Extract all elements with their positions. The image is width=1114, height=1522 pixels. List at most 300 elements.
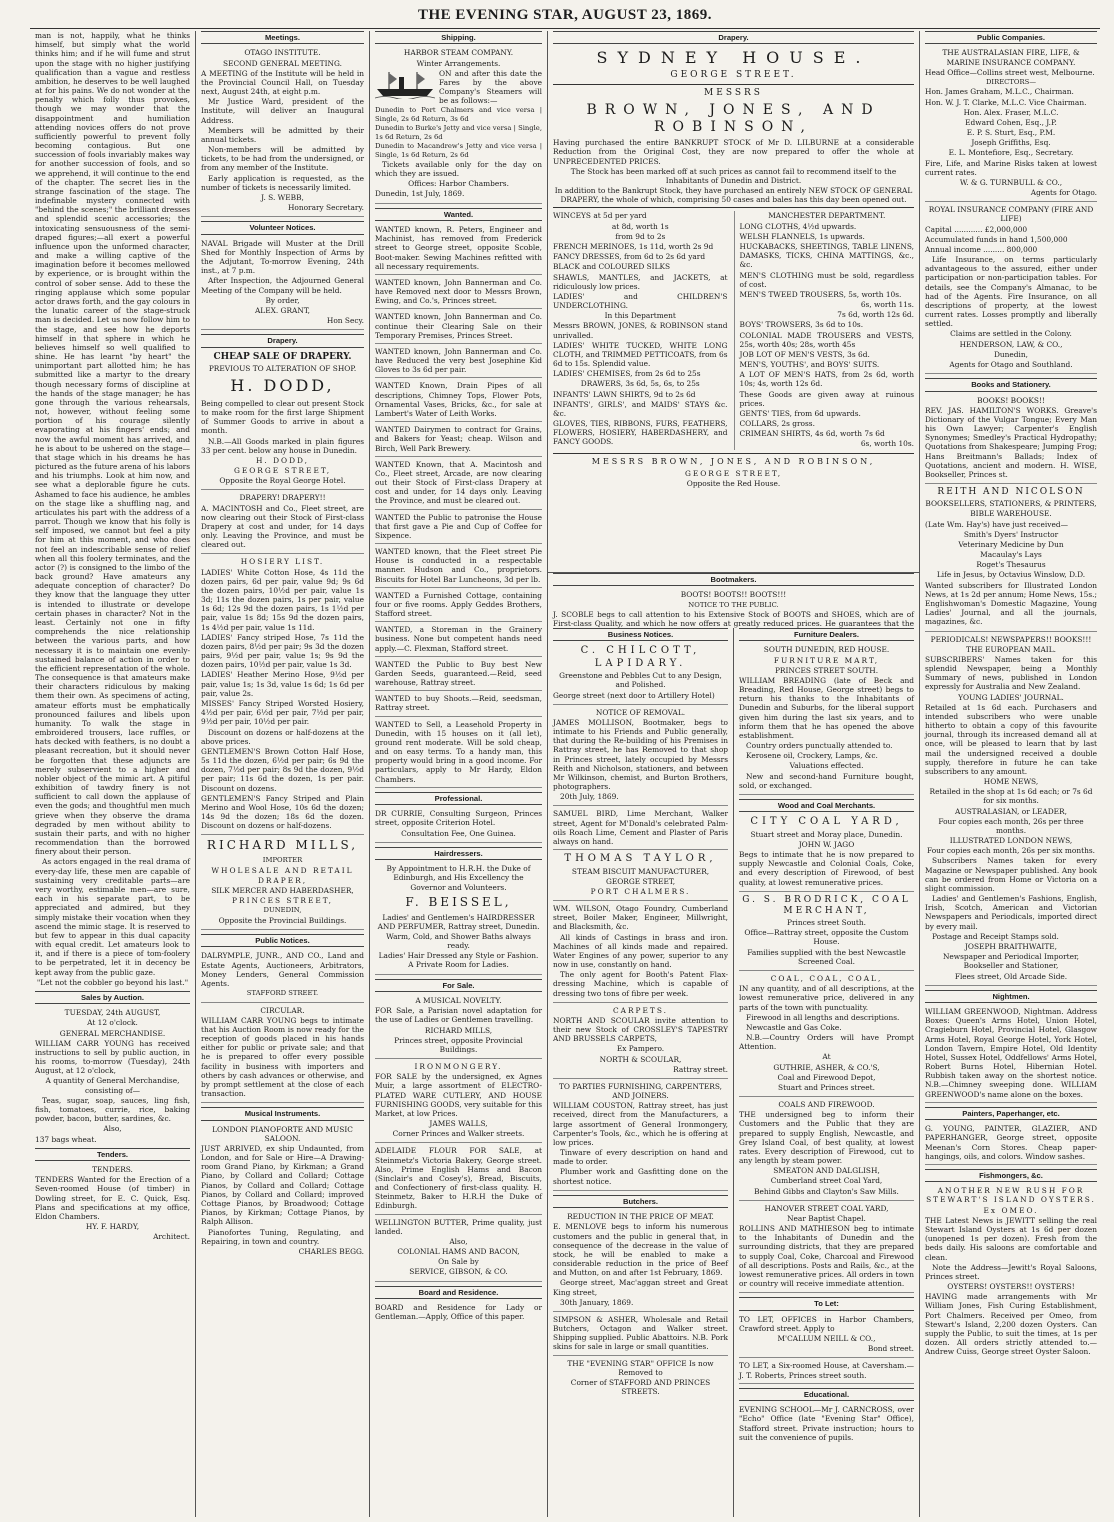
price-item: BOYS' TROWSERS, 3s 6d to 10s. <box>739 320 864 330</box>
auction-title: GENERAL MERCHANDISE. <box>59 1028 166 1038</box>
masthead: THE EVENING STAR, AUGUST 23, 1869. <box>30 6 1100 29</box>
price-item: MEN'S TWEED TROUSERS, 5s, worth 10s. <box>739 289 902 299</box>
advert-royal-insurance <box>925 205 1097 374</box>
advert-text: N.B.—Country Orders will have Prompt Attention. <box>739 1033 914 1052</box>
advert-text: THE "EVENING STAR" OFFICE Is now Removed to <box>567 1358 714 1377</box>
advert-text: Newcastle and Gas Coke. <box>746 1022 842 1032</box>
advert-signature: RICHARD MILLS, <box>424 1025 493 1035</box>
advert-text: Opposite the Provincial Buildings. <box>218 915 347 925</box>
section-heading-nightmen: Nightmen. <box>925 990 1097 1003</box>
advert-text: JUST ARRIVED, ex ship Undaunted, from London, and for Sale or Hire—A Drawing-room Grand Piano, by Kirkman; a Grand Piano, by Collard and Collard; Cottage Pianos, by Collard and Collard; Cottage Pianos, by Collard and Collard; improved Cottage Pianos, by Broadwood; Cottage Pianos, by Kirkman; Cottage Pianos, by Ralph Allison. <box>201 1143 364 1227</box>
advert-subtitle: Winter Arrangements. <box>416 58 501 68</box>
auction-date: TUESDAY, 24th AUGUST, <box>64 1008 161 1018</box>
section-heading-furniture: Furniture Dealers. <box>739 628 914 641</box>
advert-subtitle: HOME NEWS, <box>983 777 1039 787</box>
advert-text: WILLIAM BREADING (late of Beck and Breading, Red House, George street) begs to return his thanks to the Inhabitants of Dunedin and Suburbs, for the liberal support given him during the last six years, and to inform them that he has opened the above establishment. <box>739 675 914 740</box>
advert-text: WILLIAM CARR YOUNG begs to intimate that his Auction Room is now ready for the reception of goods placed in his hands either for public or private sale; and that he is prepared to offer every possible facility in business with importers and others by cash advances or otherwise, and by prompt settlement at the close of each transaction. <box>201 1015 364 1099</box>
director-item: Hon. Alex. Fraser, M.L.C. <box>963 107 1059 117</box>
advert-text: GEORGE STREET, <box>233 466 332 476</box>
price-item: MEN'S CLOTHING must be sold, regardless of cost. <box>739 270 914 289</box>
advert-text: Retailed in the shop at 1s 6d each; or 7s 6d for six months. <box>929 787 1093 806</box>
advert-text: PRINCES STREET, <box>232 896 333 906</box>
auction-text: Teas, sugar, soap, sauces, ling fish, fish, tomatoes, currie, rice, baking powder, bacon, butter, sardines, &c. <box>35 1095 190 1124</box>
advert-text: Retailed at 1s 6d each. Purchasers and intended subscribers who were unable hitherto to obtain a copy of this favourite journal, through its increased demand all at once, will be pleased to learn that by last mail the undersigned received a double supply, therefore in future he can take subscribers to any amount. <box>925 702 1097 776</box>
advert-text: ON and after this date the Fares by the above Company's Steamers will be as follows:— <box>439 68 542 106</box>
advert-text: ROLLINS AND MATHIESON beg to intimate to the Inhabitants of Dunedin and the surrounding districts, that they are prepared to supply Coal, Coke, Charcoal and Firewood of all descriptions. Posts and Rails, &c., at the lowest remunerative prices. All orders in town or country will receive immediate attention. <box>739 1224 914 1289</box>
price-item: SHAWLS, MANTLES, and JACKETS, at ridiculously low prices. <box>553 272 728 291</box>
advert-title: TO PARTIES FURNISHING, CARPENTERS, AND JOINERS. <box>558 1081 723 1101</box>
advert-title: CIRCULAR. <box>260 1005 305 1015</box>
advert-musical-novelty <box>375 996 542 1059</box>
advert-text: Princes street South. <box>787 918 866 928</box>
advert-title: PERIODICALS! NEWSPAPERS!! BOOKS!!! <box>930 634 1092 644</box>
wanted-ad: WANTED, a Storeman in the Grainery business. None but competent hands need apply.—C. Flexman, Stafford street. <box>375 625 542 657</box>
advert-text: Tinware of every description on hand and made to order. <box>553 1148 728 1167</box>
advert-text: Princes street, opposite Provincial Buildings. <box>394 1035 523 1054</box>
advert-name: G. S. BRODRICK, COAL MERCHANT, <box>742 894 911 916</box>
advert-text: GEORGE STREET, <box>605 876 676 886</box>
advert-text: IN any quantity, and of all descriptions, at the lowest remunerative price, delivered in any parts of the town with punctuality. <box>739 984 914 1012</box>
advert-text: Valuations effected. <box>789 761 864 771</box>
section-heading-for-sale: For Sale. <box>375 979 542 992</box>
column-3 <box>370 31 548 1517</box>
advert-text: IMPORTER <box>262 856 303 865</box>
boots-subtitle: NOTICE TO THE PUBLIC. <box>688 600 779 609</box>
advert-text: NORTH AND SCOULAR invite attention to their new Stock of CROSSLEY'S TAPESTRY AND BRUSSELS CARPETS, <box>553 1015 728 1044</box>
section-heading-meetings: Meetings. <box>201 31 364 44</box>
advert-pianoforte <box>201 1125 364 1256</box>
section-heading-painters: Painters, Paperhanger, etc. <box>925 1107 1097 1120</box>
fare-row: Dunedin to Macandrew's Jetty and vice versa | Single, 1s 6d Return, 2s 6d <box>375 142 542 159</box>
advert-subtitle: THE EUROPEAN MAIL. <box>966 644 1056 654</box>
price-item: WINCEYS at 5d per yard <box>553 211 647 221</box>
advert-text: Ladies' Hair Dressed any Style or Fashion. A Private Room for Ladies. <box>378 951 539 970</box>
drapery-intro: The Stock has been marked off at such prices as cannot fail to recommend itself to the Inhabitants of Dunedin and District. <box>570 166 897 185</box>
section-heading-educational: Educational. <box>739 1388 914 1401</box>
advert-street: GEORGE STREET. <box>670 70 797 81</box>
advert-title: CARPETS. <box>612 1005 668 1015</box>
advert-text: Corner Princes and Walker streets. <box>392 1129 525 1139</box>
advert-text: All kinds of Castings in brass and iron. Machines of all kinds made and repaired. Water Engines of any power, superior to any now in use, constantly on hand. <box>553 932 728 970</box>
advert-signature: W. & G. TURNBULL & CO., <box>959 177 1063 187</box>
book-item: Roget's Thesaurus <box>976 560 1046 570</box>
hosiery-item: LADIES' Fancy striped Hose, 7s 11d the dozen pairs, 8½d per pair; 9s 3d the dozen pairs, 9½d per pair, value 1s; 9s 9d the dozen pairs, 10½d per pair, value 1s 3d. <box>201 632 364 670</box>
boots-text: J. SCOBLE begs to call attention to his Extensive Stock of BOOTS and SHOES, which are of First-class Quality, and which he now offers at greatly reduced prices. He guarantees that the <box>553 610 914 628</box>
price-item: LADIES' CHEMISES, from 2s 6d to 25s <box>553 369 701 379</box>
article-paragraph: man is not, happily, what he thinks himself, but simply what the world thinks him; and if he will fume and strut upon the stage with no higher justifying qualification than a vague and restless ambition, he deserves to be well laughed at for his pains. We do not wonder at the penalty which folly thus provokes, though we may wonder that the disappointment and humiliation attending novices offers do not prove sufficiently powerful to prevent folly becoming contagious. But one succession of fools invariably makes way for another succession of fools, and so we apprehend, it will continue to the end of the chapter. The secret lies in the strange fascination of the stage. The indefinable mystery connected with "behind the scenes;" the brilliant dresses and splendid scenic accessories; the intoxicating sensuousness of the semi-draped figures;—all exert a powerful influence upon the unformed character, and make a willing captive of the imagination before it becomes mellowed by experience, or is brought within the control of sober sense. Add to these the ringing applause which some popular actor draws forth, and the gay colours in the lunatic career of the stage-struck man is decided. Let us now follow him to the stage, and see how he deports himself in that sphere in which he believes himself so well qualified to shine. He has learnt "by heart" the unimportant part allotted him; he has submitted like a martyr to the dreary though necessary forms of discipline at the hands of the stage manager; he has gone through the various rehearsals, not, however, without feeling some portion of his courage silently evaporating at his fingers' ends; and now the awful moment has arrived, and he is about to be ushered on the stage—that stage which in his dreams he has pictured as the future arena of his labors and his triumphs. Look at him now, and see what a deplorable figure he cuts. Ashamed to face his audience, he ambles on the stage like a shuffling nag, and articulates his part with the address of a parrot. Though we know that his folly is self imposed, we cannot but feel a pity for him at this moment, and who does not feel an indescribable sense of relief when all this foolery terminates, and the actor (?) is consigned to the limbo of the back ground? Have amateurs any adequate conception of character? Do they know that the language they utter is intended to illustrate or develope certain phases in character? Not in the least. Certainly not one in fifty comprehends the nice relationship between the various parts, and how necessary it is to maintain one evenly-sustained balance of action in order to the efficient representation of the whole. The consequence is that amateurs make their characters ridiculous by making them their own. As specimens of acting, amateur efforts must be emphatically pronounced failures and libels upon humanity. To walk the stage in embroidered trousers, lace ruffles, or hats decked with feathers, is no doubt a pleasant recreation, but it should never be forgotten that these adjuncts are merely subservient to a higher and nobler object of the mimic art. A pitiful exhibition of tawdry finery is not sufficient to call down the applause of even the gods; and thoughtful men much grieve when they observe the drama degraded by men without ability to sustain their parts, and with no higher recommendation than the borrowed finery about their person. <box>35 31 190 857</box>
section-heading-drapery-wide: Drapery. <box>553 31 914 44</box>
advert-text: WHOLESALE AND RETAIL <box>211 865 354 875</box>
advert-text: Consultation Fee, One Guinea. <box>401 828 516 838</box>
advert-wilson-foundry <box>553 904 728 1003</box>
section-heading-volunteer: Volunteer Notices. <box>201 221 364 234</box>
price-item: at 8d, worth 1s <box>611 221 669 231</box>
advert-text: Near Baptist Chapel. <box>787 1213 866 1223</box>
tenders-text: TENDERS Wanted for the Erection of a Seven-roomed House (of timber) in Dowling street, for E. C. Quick, Esq. Plans and specifications at my office, Eldon Chambers. <box>35 1175 190 1221</box>
advert-text: Firewood in all lengths and descriptions. <box>746 1012 900 1022</box>
auction-text: 137 bags wheat. <box>35 1134 97 1144</box>
advert-macintosh <box>201 493 364 554</box>
wanted-ad: WANTED known, R. Peters, Engineer and Machinist, has removed from Frederick street to George street, opposite Scoble, Boot-maker. Sewing Machines refitted with all necessary requirements. <box>375 225 542 275</box>
drapery-footer: GEORGE STREET, <box>684 468 783 478</box>
director-item: Edward Cohen, Esq., J.P. <box>965 117 1057 127</box>
advert-chilcott <box>553 645 728 704</box>
wanted-ad: WANTED to Sell, a Leasehold Property in Dunedin, with 15 houses on it (all let), ground rent moderate. Will be sold cheap, and on easy terms. To a handy man, this property would bring in a good income. For particulars, apply to Mr Hardy, Eldon Chambers. <box>375 720 542 788</box>
fare-row: Dunedin to Port Chalmers and vice versa | Single, 2s 6d Return, 3s 6d <box>375 106 542 123</box>
hosiery-item: GENTLEMEN'S Brown Cotton Half Hose, 5s 11d the dozen, 6½d per pair; 6s 9d the dozen, 7½d per pair; 8s 9d the dozen, 9½d per pair; 11s 6d the dozen, 1s per pair. Discount on dozens. <box>201 746 364 793</box>
drapery-column <box>548 31 920 627</box>
book-item: Veterinary Medicine by Dun <box>958 539 1064 549</box>
price-item: Messrs BROWN, JONES, & ROBINSON stand unrivalled. <box>553 321 728 340</box>
advert-adelaide-flour: ADELAIDE FLOUR FOR SALE, at Steinmetz's Victoria Bakery, George street. Also, Prime English Hams and Bacon (Sinclair's and Cosey's), Bread, Biscuits, and Confectionery of first-class quality. H. Steinmetz, Baker to H.R.H the Duke of Edinburgh. <box>375 1146 542 1214</box>
advert-text: BOOKSELLERS, STATIONERS, & PRINTERS, <box>925 499 1097 509</box>
section-heading-drapery: Drapery. <box>201 334 364 347</box>
price-item: COLONIAL MADE TROUSERS and VESTS, 25s, worth 40s; 28s, worth 45s <box>739 330 914 349</box>
advert-title: OTAGO INSTITUTE. <box>244 48 321 58</box>
section-heading-hairdressers: Hairdressers. <box>375 847 542 860</box>
wanted-ad: WANTED the Public to Buy best New Garden Seeds, guaranteed.—Reid, seed warehouse, Rattray street. <box>375 660 542 692</box>
advert-australasian-insurance <box>925 48 1097 202</box>
advert-text: Cumberland street Coal Yard, <box>770 1176 883 1186</box>
advert-text: Wanted subscribers for Illustrated London News, at 1s 2d per annum; Home News, 15s.; Englishwoman's Domestic Magazine, Young Ladies' Journal, and all the journals, magazines, &c. <box>925 580 1097 627</box>
article-paragraph: As actors engaged in the real drama of every-day life, these men are capable of sustaining very creditable parts—are very worthy, estimable men—are sure, each in his separate part, to be appreciated and admired, but they simply mistake their vocation when they ascend the mimic stage. It is reserved to but few to appear in this dual capacity with equal credit. Let amateurs look to it, and if there is a piece of tom-foolery to be perpetrated, let it in decency be kept away from the public gaze. <box>35 857 190 977</box>
book-item: Life in Jesus, by Octavius Winslow, D.D. <box>936 570 1086 580</box>
advert-text: Newspaper and Periodical Importer, Bookseller and Stationer, <box>942 952 1080 971</box>
advert-text: Stuart street and Moray place, Dunedin. <box>750 829 903 839</box>
advert-text: SILK MERCER AND HABERDASHER, <box>211 886 354 896</box>
advert-text: Country orders punctually attended to. <box>746 741 893 751</box>
price-item: INFANTS', GIRLS', and MAIDS' STAYS &c. &c. <box>553 399 728 418</box>
advert-name: F. BEISSEL, <box>405 894 512 909</box>
section-heading-tenders: Tenders. <box>35 1148 190 1161</box>
advert-signature: SERVICE, GIBSON, & CO. <box>409 1267 508 1277</box>
advert-signature: J. S. WEBB, <box>261 192 304 202</box>
drapery-footer: Opposite the Red House. <box>686 478 781 488</box>
price-item: from 9d to 2s <box>615 231 666 241</box>
advert-title: NOTICE OF REMOVAL. <box>595 707 686 717</box>
wanted-ad: WANTED Known, that A. Macintosh and Co., Fleet street, Arcade, are now clearing out their Stock of First-class Drapery at cost and under, for 14 days only. Leaving the Province, and must be cleared out. <box>375 460 542 510</box>
section-heading-butchers: Butchers. <box>553 1195 728 1208</box>
price-item: MEN'S, YOUTHS', and BOYS' SUITS. <box>739 360 880 370</box>
advert-text: Subscribers Names taken for every Magazine or Newspaper published. Any book can be ordered from Home or Victoria on a slight commission. <box>925 856 1097 893</box>
section-heading-wanted: Wanted. <box>375 208 542 221</box>
advert-title: OYSTERS! OYSTERS!! OYSTERS! <box>947 1282 1075 1292</box>
tenders-signature: HY. F. HARDY, <box>85 1222 140 1232</box>
price-item: FRENCH MERINOES, 1s 11d, worth 2s 9d <box>553 241 714 251</box>
advert-text: Agents for Otago. <box>1030 188 1097 198</box>
advert-text: BIBLE WAREHOUSE. <box>970 509 1052 519</box>
advert-text: NAVAL Brigade will Muster at the Drill Shed for Monthly Inspection of Arms by the Adjutant, To-morrow Evening, 24th inst., at 7 p.m. <box>201 238 364 276</box>
advert-signature: ALEX. GRANT, <box>254 305 311 315</box>
price-item: JOB LOT OF MEN'S VESTS, 3s 6d. <box>739 349 870 359</box>
advert-text: Four copies each month, 26s per six months. <box>927 846 1095 856</box>
price-item: DRAWERS, 3s 6d, 5s, 6s, to 25s <box>580 379 700 389</box>
advert-text: Pianofortes Tuning, Regulating, and Repairing, in town and country. <box>201 1227 364 1246</box>
price-item: 6s, worth 11s. <box>860 300 914 310</box>
price-item: 6s, worth 10s. <box>860 439 914 449</box>
advert-dodd <box>201 352 364 491</box>
advert-text: Non-members will be admitted by tickets, to be had from the undersigned, or from any member of the Institute. <box>201 145 364 173</box>
advert-text: 30th January, 1869. <box>560 1297 634 1307</box>
section-heading-musical: Musical Instruments. <box>201 1107 364 1120</box>
price-item: COLLARS, 2s gross. <box>739 419 815 429</box>
advert-name: REITH AND NICOLSON <box>937 487 1085 498</box>
advert-text: Mr Justice Ward, president of the Institute, will deliver an Inaugural Address. <box>201 97 364 125</box>
advert-text: THE Latest News is JEWITT selling the real Stewart Island Oysters at 1s 6d per dozen (unopened 1s per dozen). Fresh from the beds daily. His saloons are comfortable and clean. <box>925 1215 1097 1262</box>
advert-text: Being compelled to clear out present Stock to make room for the first large Shipment of Summer Goods to arrive in about a month. <box>201 398 364 436</box>
boots-title: BOOTS! BOOTS!! BOOTS!!! <box>680 590 787 600</box>
advert-text: Tickets available only for the day on which they are issued. <box>375 159 542 179</box>
section-heading-public-companies: Public Companies. <box>925 31 1097 44</box>
wanted-ad: WANTED the Public to patronise the House that first gave a Pie and Cup of Coffee for Sixpence. <box>375 513 542 545</box>
director-item: Joseph Griffiths, Esq. <box>971 138 1051 148</box>
director-item: E. P. S. Sturt, Esq., P.M. <box>966 128 1056 138</box>
wanted-ad: WANTED known, John Bannerman and Co. continue their Clearing Sale on their Temporary Premises, Princes Street. <box>375 312 542 344</box>
divider <box>553 84 914 85</box>
advert-text: STAFFORD STREET. <box>246 989 319 998</box>
wanted-ad: WANTED known, that the Fleet street Pie House is conducted in a respectable manner. Hudson and Co., proprietors. Biscuits for Hotel Bar Luncheons, 3d per lb. <box>375 547 542 588</box>
advert-name: THOMAS TAYLOR, <box>564 853 717 865</box>
advert-text: DRAPER, <box>257 875 308 885</box>
advert-name: H. DODD, <box>230 376 335 396</box>
firm-name: BROWN, JONES, AND ROBINSON, <box>586 101 881 135</box>
advert-text: George street (next door to Artillery Hotel) <box>553 690 715 700</box>
advert-text: Stuart and Princes street. <box>778 1082 875 1092</box>
advert-text: Note the Address—Jewitt's Royal Saloons, Princes street. <box>925 1262 1097 1281</box>
advert-reith-nicolson <box>925 487 1097 631</box>
advert-signature: NORTH & SCOULAR, <box>599 1054 682 1064</box>
advert-text: Also, <box>449 1236 468 1246</box>
advert-title: REDUCTION IN THE PRICE OF MEAT. <box>567 1212 714 1222</box>
advert-text: HAVING made arrangements with Mr William Jones, Fish Curing Establishment, Port Chalmers. Received per Omeo, from Stewart's Island, 2,200 dozen Oysters. Can supply the Public, to suit the times, at 1s per dozen. All orders strictly attended to.—Andrew Cuiss, George street Oyster Saloon. <box>925 1292 1097 1357</box>
advert-samuel-bird: SAMUEL BIRD, Lime Merchant, Walker street, Agent for M'Donald's celebrated Palm-oils Roach Lime, Cement and Plaster of Paris always on hand. <box>553 809 728 850</box>
advert-text: Agents for Otago and Southland. <box>949 359 1073 369</box>
column-4 <box>548 628 734 1517</box>
drapery-intro: In addition to the Bankrupt Stock, they have purchased an entirely NEW STOCK OF GENERAL DRAPERY, the whole of which, comprising 50 cases and bales has this day been opened out. <box>554 186 913 205</box>
advert-signature: SMEATON AND DALGLISH, <box>773 1166 880 1176</box>
advert-text: Begs to intimate that he is now prepared to supply Newcastle and Colonial Coals, Coke, and every description of Firewood, of best quality, at lowest remunerative prices. <box>739 850 914 887</box>
divider <box>553 207 914 208</box>
advert-text: DIRECTORS— <box>985 77 1037 86</box>
advert-signature: JOSEPH BRAITHWAITE, <box>964 942 1058 951</box>
advert-board: BOARD and Residence for Lady or Gentleman.—Apply, Office of this paper. <box>375 1303 542 1322</box>
advert-name: C. CHILCOTT, LAPIDARY. <box>580 645 701 669</box>
advert-title: BOOKS! BOOKS!! <box>977 395 1045 405</box>
advert-title: A MUSICAL NOVELTY. <box>415 995 502 1005</box>
drapery-price-list <box>553 211 914 449</box>
advert-circular <box>201 1006 364 1104</box>
advert-hanover-coal-yard <box>739 1204 914 1294</box>
section-heading-bootmakers: Bootmakers. <box>553 573 914 586</box>
advert-text: By order, <box>265 295 300 305</box>
price-item: FANCY DRESSES, from 6d to 2s 6d yard <box>553 252 706 262</box>
advert-oysters <box>925 1186 1097 1356</box>
fare-row: Dunedin to Burke's Jetty and vice versa | Single, 1s 6d Return, 2s 6d <box>375 124 542 141</box>
advert-title: ROYAL INSURANCE COMPANY (FIRE AND LIFE) <box>928 205 1094 224</box>
advert-title: HOSIERY LIST. <box>240 557 325 567</box>
price-item: MANCHESTER DEPARTMENT. <box>768 211 886 221</box>
advert-text: DALRYMPLE, JUNR., AND CO., Land and Estate Agents, Auctioneers, Arbitrators, Money Lenders, General Commission Agents. <box>201 951 364 988</box>
column-1 <box>30 31 196 1517</box>
advert-text: Flees street, Old Arcade Side. <box>954 971 1068 981</box>
advert-name: CITY COAL YARD, <box>750 816 903 828</box>
wanted-ad: WANTED Dairymen to contract for Grains, and Bakers for Yeast; cheap. Wilson and Birch, Well Park Brewery. <box>375 425 542 457</box>
advert-text: Opposite the Royal George Hotel. <box>219 476 346 486</box>
advert-title: ANOTHER NEW RUSH FOR STEWART'S ISLAND OYSTERS. <box>926 1186 1096 1205</box>
advert-title: COAL, COAL, COAL, <box>770 973 883 983</box>
wanted-ad: WANTED to buy Shoots.—Reid, seedsman, Rattray street. <box>375 694 542 716</box>
price-item: GLOVES, TIES, RIBBONS, FURS, FEATHERS, FLOWERS, HOSIERY, HABERDASHERY, and FANCY GOODS. <box>553 419 728 447</box>
section-heading-business: Business Notices. <box>553 628 728 641</box>
price-item: HUCKABACKS, SHEETINGS, TABLE LINENS, DAMASKS, TICKS, CHINA MATTINGS, &c., &c. <box>739 241 914 270</box>
advert-text: FOR Sale, a Parisian novel adaptation for the use of Ladies or Gentlemen travelling. <box>375 1006 542 1025</box>
director-item: Hon. W. J. T. Clarke, M.L.C. Vice Chairman. <box>925 97 1087 107</box>
advert-subtitle: ILLUSTRATED LONDON NEWS, <box>949 836 1073 846</box>
drapery-intro: Having purchased the entire BANKRUPT STOCK of Mr D. LILBURNE at a considerable Reduction from the Original Cost, they are now prepared to offer the whole at UNPRECEDENTED PRICES. <box>553 138 914 166</box>
advert-text: Bond street. <box>867 1344 914 1354</box>
advert-currie <box>375 809 542 843</box>
advert-text: Offices: Harbor Chambers. <box>408 179 509 189</box>
advert-dalrymple <box>201 951 364 1002</box>
advert-text: FOR SALE by the undersigned, ex Agnes Muir, a large assortment of ELECTRO-PLATED WARE CUTLERY, AND HOUSE FURNISHING GOODS, very suitable for this Market, at low Prices. <box>375 1072 542 1118</box>
advert-text: WELLINGTON BUTTER, Prime quality, just landed. <box>375 1217 542 1236</box>
price-item: GENTS' TIES, from 6d upwards. <box>739 408 861 418</box>
section-heading-fishmongers: Fishmongers, &c. <box>925 1169 1097 1182</box>
price-item: BLACK and COLOURED SILKS <box>553 262 671 272</box>
tenders-signature: Architect. <box>153 1232 190 1242</box>
advert-text: Corner of STAFFORD AND PRINCES STREETS. <box>570 1377 711 1397</box>
advert-text: Life Insurance, on terms particularly advantageous to the assured, either under participation or non-participation tables. For details, see the Company's Almanac, to be had of the Agents. Fire Insurance, on all descriptions of property, at the lowest current rates. Losses promptly and liberally settled. <box>925 255 1097 329</box>
capital-row: Accumulated funds in hand 1,500,000 <box>925 234 1068 244</box>
advert-text: Four copies each month, 26s per three months. <box>938 816 1084 835</box>
price-list-left <box>553 211 728 449</box>
advert-couston <box>553 1082 728 1191</box>
advert-text: TO LET, OFFICES in Harbor Chambers, Crawford street. Apply to <box>739 1314 914 1333</box>
advert-text: Dunedin, 1st July, 1869. <box>375 189 465 199</box>
advert-subtitle: SECOND GENERAL MEETING. <box>223 58 342 68</box>
advert-mollison <box>553 708 728 807</box>
price-item: CRIMEAN SHIRTS, 4s 6d, worth 7s 6d <box>739 429 885 439</box>
advert-title: COALS AND FIREWOOD. <box>778 1100 875 1110</box>
drapery-footer: MESSRS BROWN, JONES, AND ROBINSON, <box>591 456 876 466</box>
column-5 <box>734 628 920 1517</box>
section-heading-to-let: To Let: <box>739 1297 914 1310</box>
advert-text: Ex Pampero. <box>616 1044 665 1054</box>
advert-text: The only agent for Booth's Patent Flax-dressing Machine, which is capable of dressing two tons of fibre per week. <box>553 970 728 998</box>
section-heading-public-notices: Public Notices. <box>201 934 364 947</box>
advert-signature: JAMES WALLS, <box>429 1119 488 1129</box>
price-item: A LOT OF MEN'S HATS, from 2s 6d, worth 10s; 4s, worth 12s 6d. <box>739 370 914 389</box>
section-heading-coal: Wood and Coal Merchants. <box>739 799 914 812</box>
advert-text: A MEETING of the Institute will be held in the Provincial Council Hall, on Tuesday next, August 24th, at eight p.m. <box>201 68 364 97</box>
advert-text: After Inspection, the Adjourned General Meeting of the Company will be held. <box>201 276 364 295</box>
advert-text: Warm, Cold, and Shower Baths always ready. <box>386 931 531 951</box>
section-heading-professional: Professional. <box>375 792 542 805</box>
price-list-right <box>734 211 915 449</box>
advert-text: Fire, Life, and Marine Risks taken at lowest current rates. <box>925 158 1097 177</box>
advert-text: On Sale by <box>438 1257 479 1267</box>
advert-thomas-taylor <box>553 853 728 901</box>
advert-text: Coal and Firewood Depot, <box>777 1072 876 1082</box>
advert-subtitle: PRINCES STREET SOUTH. <box>774 665 879 675</box>
section-heading-shipping: Shipping. <box>375 31 542 44</box>
advert-text: Greenstone and Pebbles Cut to any Design, and Polished. <box>559 671 722 690</box>
advert-guthrie-asher <box>739 974 914 1097</box>
advert-otago-institute <box>201 48 364 217</box>
advert-text: SUBSCRIBERS' Names taken for this splendid Newspaper, being a Monthly Summary of news, published in London expressly for Australia and New Zealand. <box>925 654 1097 692</box>
advert-greenwood: WILLIAM GREENWOOD, Nightman. Address Boxes: Queen's Arms Hotel, Union Hotel, Cragieburn Hotel, Provincial Hotel, Glasgow Arms Hotel, Royal George Hotel, York Hotel, London Tavern, Empire Hotel, Old Identity Hotel, Sussex Hotel, Oddfellows' Arms Hotel, Robert Burns Hotel, Hibernian Hotel. Rubbish taken away on the shortest notice. N.B.—Chimney sweeping done. WILLIAM GREENWOOD's name alone on the boxes. <box>925 1007 1097 1103</box>
advert-text: Ladies' and Gentlemen's Fashions, English, Irish, Scotch, American and Victorian Newspapers and Periodicals, imported direct by every mail. <box>925 894 1097 931</box>
advert-wellington-butter <box>375 1218 542 1282</box>
advert-signature: CHARLES BEGG. <box>298 1246 364 1256</box>
auction-time: At 12 o'clock. <box>87 1018 138 1028</box>
advert-evening-star-office <box>553 1359 728 1397</box>
advert-name: RICHARD MILLS, <box>206 838 359 853</box>
advert-text: Claims are settled in the Colony. <box>950 329 1072 339</box>
advert-richard-mills <box>201 838 364 930</box>
auction-text: A quantity of General Merchandise, consisting of— <box>45 1076 180 1095</box>
director-item: Hon. James Graham, M.L.C., Chairman. <box>925 87 1074 97</box>
advert-text: Plumber work and Gasfitting done on the shortest notice. <box>553 1167 728 1186</box>
advert-text: COLONIAL HAMS AND BACON, <box>397 1247 520 1257</box>
advert-brodrick <box>739 895 914 971</box>
capital-row: Capital ............ £2,000,000 <box>925 224 1028 234</box>
advert-naval-brigade <box>201 239 364 331</box>
tenders-title: TENDERS. <box>92 1165 133 1175</box>
advert-text: MESSRS <box>704 88 763 99</box>
book-item: Smith's Dyers' Instructor <box>963 529 1059 539</box>
advert-text: New and second-hand Furniture bought, sold, or exchanged. <box>739 771 914 790</box>
advert-wise-books <box>925 396 1097 485</box>
advert-text: Early application is requested, as the number of tickets is necessarily limited. <box>201 173 364 192</box>
advert-text: At <box>822 1052 831 1062</box>
advert-carpets <box>553 1006 728 1079</box>
bootmakers-section <box>548 572 920 628</box>
advert-text: Behind Gibbs and Clayton's Saw Mills. <box>754 1186 899 1196</box>
column-6 <box>920 31 1102 1517</box>
advert-text: 20th July, 1869. <box>560 792 619 802</box>
hosiery-item: GENTLEMEN'S Fancy Striped and Plain Merino and Wool Hose, 10s 6d the dozen; 14s 9d the dozen; 18s 6d the dozen. Discount on dozens or half-dozens. <box>201 793 364 831</box>
advert-text: Dunedin, <box>993 349 1029 359</box>
section-heading-board: Board and Residence. <box>375 1286 542 1299</box>
book-item: Macaulay's Lays <box>980 550 1042 560</box>
column-2 <box>196 31 370 1517</box>
advert-text: Head Office—Collins street west, Melbourne. <box>925 67 1095 77</box>
advert-smeaton-dalglish <box>739 1100 914 1201</box>
advert-title: THE AUSTRALASIAN FIRE, LIFE, & MARINE INSURANCE COMPANY. <box>942 48 1080 67</box>
advert-subtitle: YOUNG LADIES' JOURNAL. <box>958 692 1064 702</box>
auction-text: WILLIAM CARR YOUNG has received instructions to sell by public auction, in his rooms, to-morrow (Tuesday), 24th August, at 12 o'clock, <box>35 1038 190 1076</box>
advert-breading <box>739 645 914 795</box>
advert-text: Office—Rattray street, opposite the Custom House. <box>744 928 909 947</box>
advert-title: HARBOR STEAM COMPANY. <box>403 48 514 58</box>
advert-title: DRAPERY! DRAPERY!! <box>239 493 326 503</box>
advert-text: George street, Mac'aggan street and Great King street, <box>553 1278 728 1297</box>
price-item: In this Department <box>604 311 676 321</box>
advert-text: PORT CHALMERS. <box>590 886 691 896</box>
advert-subtitle: FURNITURE MART, <box>773 655 880 665</box>
hosiery-item: MISSES' Fancy Striped Worsted Hosiery, 4½d per pair, 6½d per pair, 7½d per pair, 9½d per pair, 10½d per pair. <box>201 699 364 727</box>
advert-text: REV. JAS. HAMILTON'S WORKS. Greave's Dictionary of the Vulgar Tongue; Every Man his Own Lawyer; Carpenter's English Synonymes; Smedley's Practical Hydropathy; Quotations from Shakespeare; Jumping Frog; Hans Breitmann's Ballads; Index of Quotations, ancient and modern. H. WISE, Bookseller, Princes st. <box>925 405 1097 479</box>
wanted-ad: WANTED a Furnished Cottage, containing four or five rooms. Apply Geddes Brothers, Stafford street. <box>375 591 542 623</box>
advert-title: CHEAP SALE OF DRAPERY. <box>213 351 352 362</box>
advert-title: IRONMONGERY. <box>414 1062 503 1072</box>
advert-text: N.B.—All Goods marked in plain figures 33 per cent. below any house in Dunedin. <box>201 436 364 455</box>
advert-text: A. MACINTOSH and Co., Fleet street, are now clearing out their Stock of First-class Drapery at cost and under, for 14 days only. Leaving the Province, and must be cleared out. <box>201 503 364 550</box>
advert-name: H. DODD, <box>255 455 310 465</box>
advert-beissel <box>375 864 542 974</box>
advert-text: Ladies' and Gentlemen's HAIRDRESSER AND PERFUMER, Rattray street, Dunedin. <box>377 912 540 931</box>
